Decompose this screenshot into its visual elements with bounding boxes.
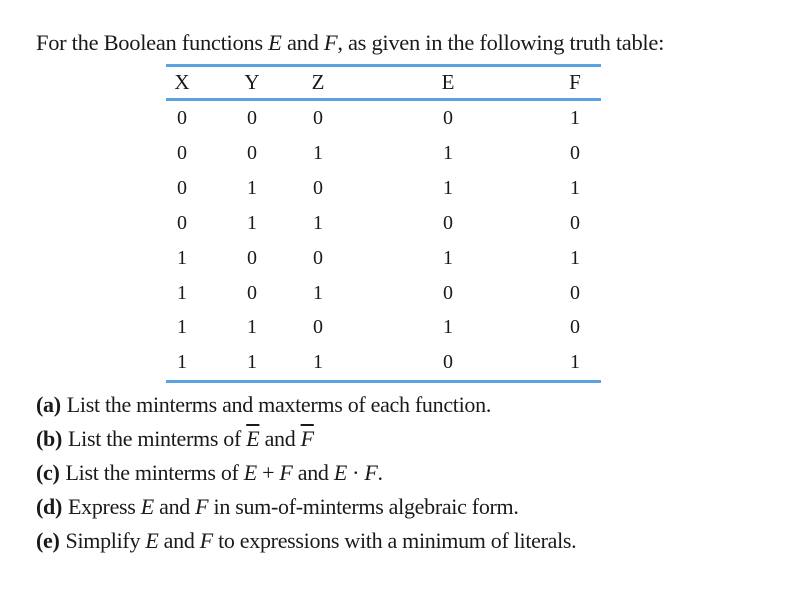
part-d-and: and [153,494,196,519]
part-e-rest: to expressions with a minimum of literals. [212,528,577,553]
problem-intro [36,30,664,56]
f-bar: $\overline{F}$ [300,426,314,451]
part-c-label: (c) [36,460,60,485]
part-b [36,422,576,456]
table-cell-z: 1 [313,141,323,164]
table-cell-e: 0 [443,211,453,234]
table-cell-y: 0 [247,141,257,164]
intro-text-start: For the Boolean functions [36,30,269,55]
header-z: Z [311,70,325,94]
part-e-text: Simplify [65,528,146,553]
part-c-f2: F [364,460,378,485]
part-b-text: List the minterms of [68,426,247,451]
part-c-text: List the minterms of [65,460,244,485]
table-cell-e: 1 [443,141,453,164]
part-e-e: E [145,528,159,553]
table-cell-z: 1 [313,351,323,374]
table-cell-y: 1 [247,211,257,234]
header-y: Y [244,70,260,94]
table-cell-y: 0 [247,281,257,304]
table-cell-e: 1 [443,176,453,199]
table-cell-x: 1 [177,351,187,374]
e-bar: $\overline{E}$ [246,426,260,451]
part-d-e: E [140,494,154,519]
header-f: F [569,70,581,94]
part-c-end: . [377,460,383,485]
table-cell-x: 1 [177,246,187,269]
intro-var-e: E [268,30,282,55]
intro-var-f: F [323,30,338,55]
table-cell-x: 0 [177,107,187,129]
part-d [36,490,576,524]
table-cell-y: 1 [247,351,257,374]
table-cell-z: 1 [313,281,323,304]
table-header-rule [166,98,601,101]
part-c-e1: E [243,460,257,485]
table-cell-x: 1 [177,316,187,339]
table-bottom-rule [166,380,601,383]
table-cell-z: 0 [313,107,323,129]
part-c-and: and [292,460,334,485]
table-cell-f: 1 [570,351,580,374]
intro-text-end: , as given in the following truth table: [337,30,665,55]
intro-text-and: and [281,30,324,55]
table-cell-y: 0 [247,107,257,129]
table-cell-x: 0 [177,141,187,164]
question-parts [36,388,576,558]
table-cell-e: 0 [443,107,453,129]
part-a-text: List the minterms and maxterms of each function. [66,392,492,417]
table-cell-f: 0 [570,281,580,304]
table-cell-z: 0 [313,316,323,339]
table-cell-f: 1 [570,176,580,199]
table-cell-e: 1 [443,316,453,339]
part-b-label: (b) [36,426,62,451]
part-c-f1: F [279,460,293,485]
table-cell-e: 0 [443,351,453,374]
part-e [36,524,576,558]
part-d-f: F [195,494,209,519]
table-cell-y: 1 [247,316,257,339]
table-cell-x: 0 [177,176,187,199]
table-cell-f: 0 [570,141,580,164]
table-cell-z: 0 [313,246,323,269]
part-c-e2: E [333,460,347,485]
header-e: E [441,70,455,94]
part-e-and: and [158,528,200,553]
part-d-label: (d) [36,494,62,519]
table-top-rule [166,64,601,67]
part-e-label: (e) [36,528,60,553]
truth-table [166,64,601,384]
table-cell-x: 0 [177,211,187,234]
part-a-label: (a) [36,392,61,417]
part-c [36,456,576,490]
table-cell-e: 1 [443,246,453,269]
part-d-rest: in sum-of-minterms algebraic form. [208,494,519,519]
part-e-f: F [199,528,213,553]
table-cell-f: 1 [570,107,580,129]
table-cell-y: 0 [247,246,257,269]
header-x: X [174,70,190,94]
table-cell-f: 1 [570,246,580,269]
table-cell-z: 0 [313,176,323,199]
part-c-dot: · [346,460,365,485]
part-b-and: and [259,426,301,451]
part-d-text: Express [68,494,141,519]
table-cell-e: 0 [443,281,453,304]
table-cell-z: 1 [313,211,323,234]
part-c-plus: + [256,460,280,485]
table-cell-y: 1 [247,176,257,199]
part-a [36,388,576,422]
table-cell-x: 1 [177,281,187,304]
table-cell-f: 0 [570,316,580,339]
table-cell-f: 0 [570,211,580,234]
